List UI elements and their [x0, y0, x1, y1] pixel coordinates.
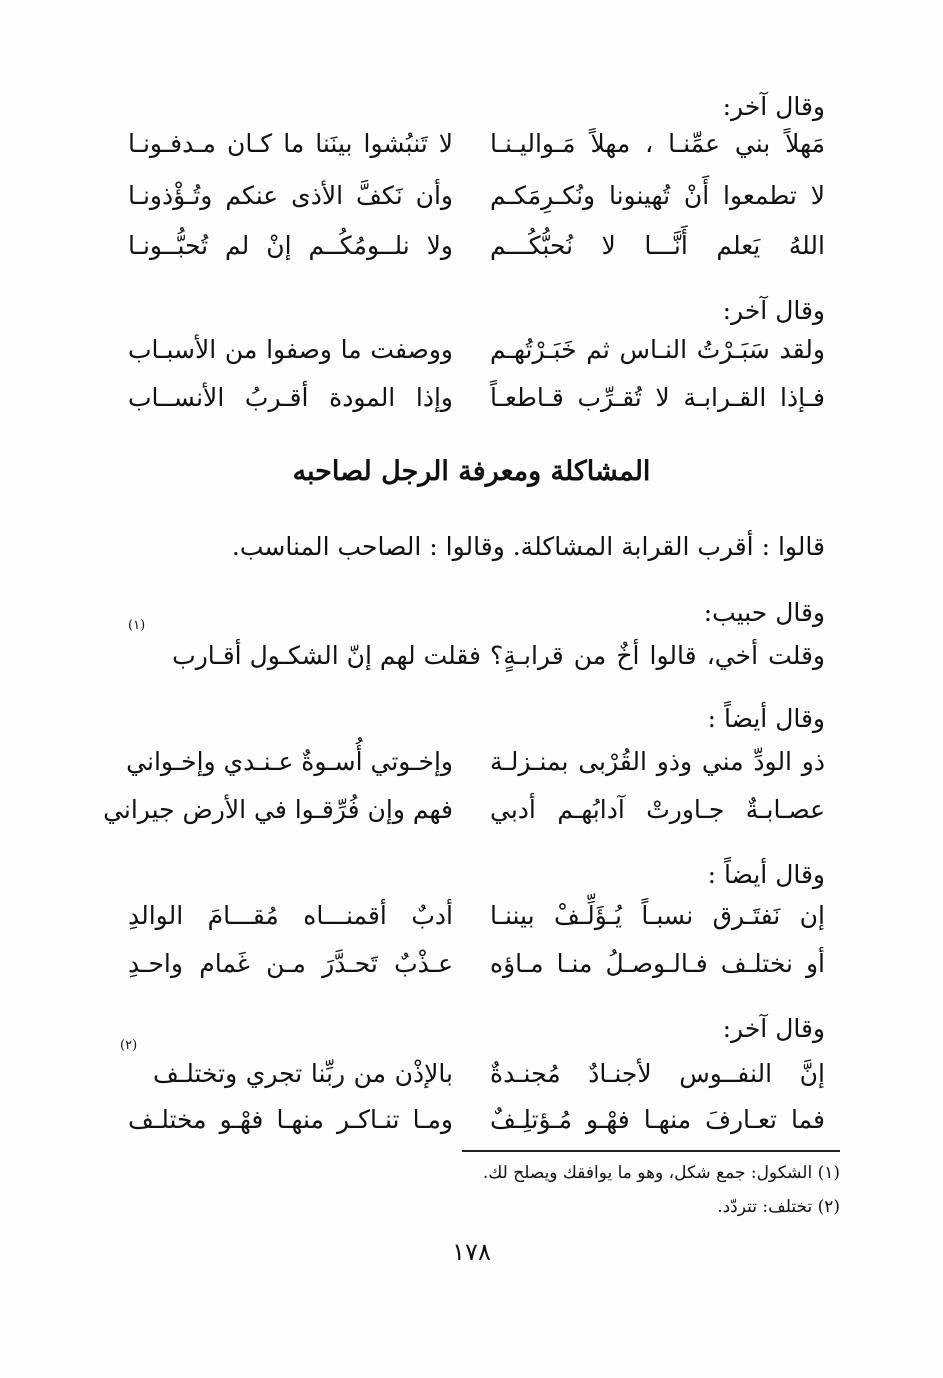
- verse-second-hemistich: ولا نلــومُكُــم إنْ لم تُحبُّــونـا: [128, 231, 453, 260]
- verse-second-hemistich: وإخـوتي أُسـوةٌ عـنـدي وإخـواني: [126, 747, 453, 776]
- footnote: (٢) تختلف: تتردّد.: [717, 1197, 840, 1217]
- verse-first-hemistich: إنَّ النفــوس لأجنـادٌ مُجنـدةٌ: [490, 1059, 825, 1088]
- verse-line: [0, 790, 943, 830]
- verse-second-hemistich: فهم وإن فُرِّقـوا في الأرض جيراني: [103, 795, 453, 824]
- verse-line: [0, 944, 943, 984]
- verse-first-hemistich: فما تعـارفَ منهـا فهْـو مُـؤتلِـفٌ: [490, 1105, 825, 1134]
- verse-line: [0, 742, 943, 782]
- verse-second-hemistich: لا تَنبُشوا بينَنا ما كـان مـدفـونـا: [128, 129, 453, 158]
- verse-line: [0, 896, 943, 936]
- verse-second-hemistich: فقلت لهم إنّ الشكـول أقـارب: [172, 641, 481, 670]
- verse-line: [0, 1100, 943, 1140]
- verse-line: [0, 124, 943, 164]
- verse-second-hemistich: ومـا تنـاكـر منهـا فهْـو مختلـف: [128, 1105, 453, 1134]
- verse-first-hemistich: عصـابـةٌ جـاورتْ آدابُهـم أدبي: [490, 795, 825, 824]
- poem-intro: وقال أيضاً :: [707, 860, 825, 889]
- verse-line: [0, 226, 943, 266]
- verse-first-hemistich: فـإذا القـرابـة لا تُقـرِّب قـاطعـاً: [490, 383, 825, 412]
- verse-second-hemistich: ووصفت ما وصفوا من الأسبـاب: [128, 335, 453, 364]
- verse-line: وقلت أخي، قالوا أخٌ من قرابـةٍ؟ فقلت لهم إنّ الشكـول أقـارب (١): [0, 636, 943, 676]
- verse-second-hemistich: أدبٌ أقمنـــاه مُقـــامَ الوالدِ: [128, 901, 453, 930]
- verse-first-hemistich: لا تطمعوا أَنْ تُهينونا ونُكـرِمَكـم: [490, 181, 825, 210]
- page-number: ١٧٨: [452, 1238, 491, 1266]
- poem-intro: وقال آخر:: [722, 296, 825, 325]
- verse-first-hemistich: اللهُ يَعلم أَنَّـــا لا نُحبُّكُـــم: [490, 231, 825, 260]
- verse-line: [0, 176, 943, 216]
- verse-first-hemistich: أو نختلـف فـالـوصـلُ منـا مـاؤه: [490, 949, 825, 978]
- verse-second-hemistich: وأن نَكفَّ الأذى عنكم وتُـؤْذونـا: [128, 181, 453, 210]
- verse-first-hemistich: ولقد سَبَـرْتُ النـاس ثم خَبَـرْتُهـم: [490, 335, 825, 364]
- poem-intro: وقال آخر:: [722, 92, 825, 121]
- verse-second-hemistich: بالإذْن من ربِّنا تجري وتختلـف: [153, 1059, 453, 1088]
- poem-intro: وقال آخر:: [722, 1014, 825, 1043]
- poem-intro: وقال حبيب:: [703, 598, 825, 627]
- section-heading: المشاكلة ومعرفة الرجل لصاحبه: [292, 456, 651, 487]
- verse-line: [0, 330, 943, 370]
- verse-line: إنَّ النفــوس لأجنـادٌ مُجنـدةٌ بالإذْن من ربِّنا تجري وتختلـف (٢): [0, 1054, 943, 1094]
- verse-first-hemistich: مَهلاً بني عمِّنـا ، مهلاً مَـواليـنـا: [490, 129, 825, 158]
- footnote: (١) الشكول: جمع شكل، وهو ما يوافقك ويصلح لك.: [482, 1163, 840, 1183]
- verse-first-hemistich: ذو الودِّ مني وذو القُرْبى بمنـزلـة: [490, 747, 825, 776]
- verse-line: [0, 378, 943, 418]
- footnote-rule: [462, 1150, 840, 1152]
- verse-second-hemistich: وإذا المودة أقـربُ الأنســاب: [128, 383, 453, 412]
- poem-intro: وقال أيضاً :: [707, 704, 825, 733]
- verse-first-hemistich: إن نَفتَـرق نسبـاً يُـؤَلِّـفْ بيننـا: [490, 901, 825, 930]
- verse-first-hemistich: وقلت أخي، قالوا أخٌ من قرابـةٍ؟: [490, 641, 825, 670]
- prose-paragraph: قالوا : أقرب القرابة المشاكلة. وقالوا : الصاحب المناسب.: [231, 532, 825, 561]
- verse-second-hemistich: عـذْبٌ تَحـدَّرَ مـن غَمام واحـدِ: [128, 949, 453, 978]
